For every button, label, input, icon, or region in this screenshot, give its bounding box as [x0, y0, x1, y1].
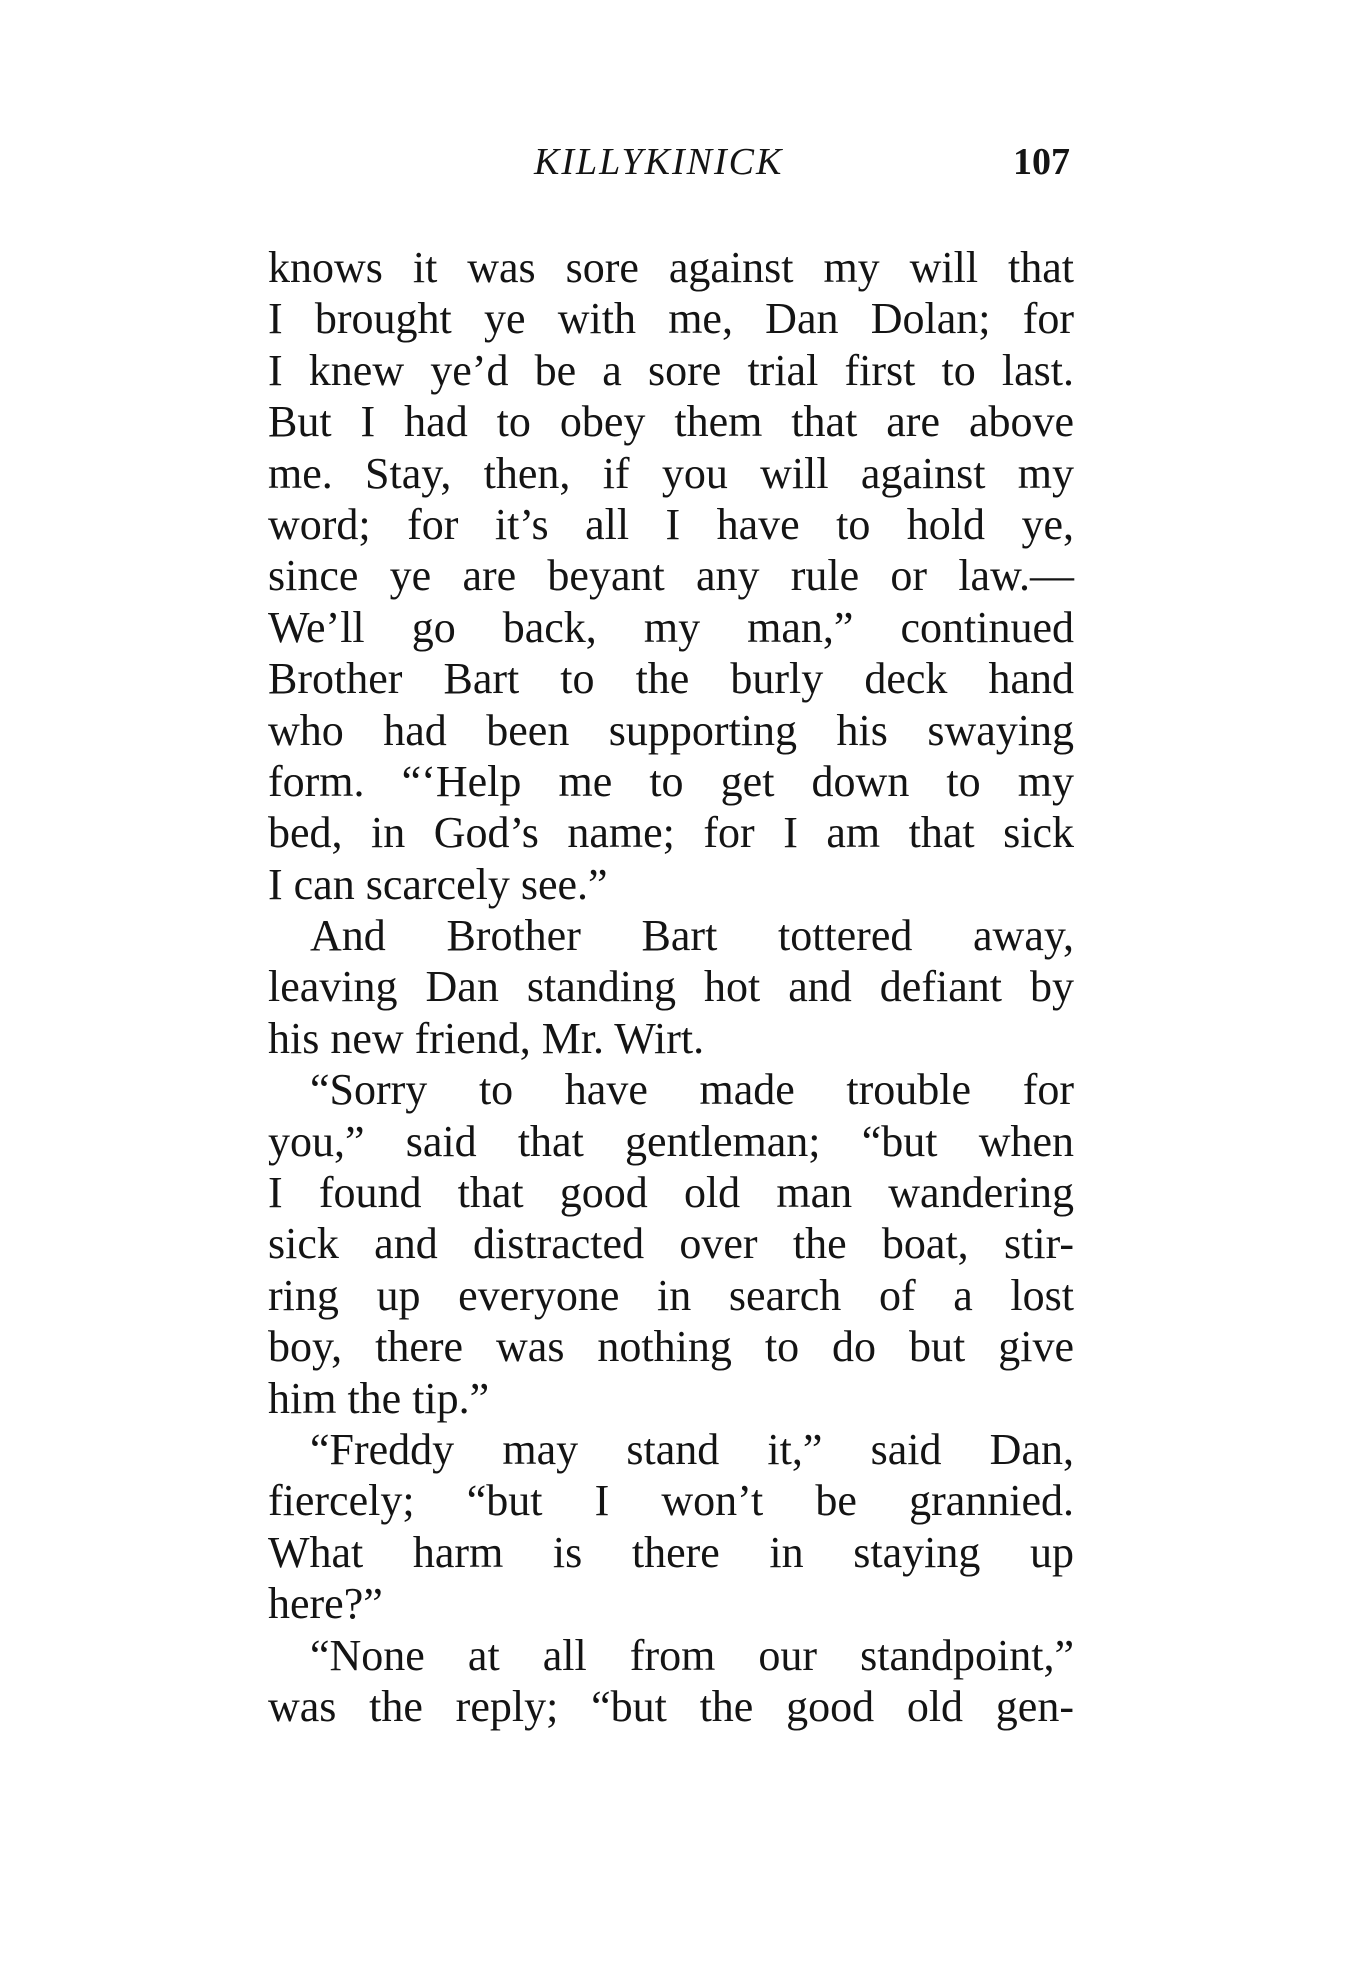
- text-line: I brought ye with me, Dan Dolan; for: [268, 294, 1074, 344]
- text-line: I knew ye’d be a sore trial first to last.: [268, 345, 1074, 395]
- text-line: you,” said that gentleman; “but when: [268, 1116, 1074, 1166]
- text-line: leaving Dan standing hot and defiant by: [268, 962, 1074, 1012]
- text-line: “None at all from our standpoint,”: [310, 1630, 1074, 1680]
- text-line: knows it was sore against my will that: [268, 243, 1074, 292]
- text-line: who had been supporting his swaying: [268, 705, 1074, 755]
- text-line: ring up everyone in search of a lost: [268, 1270, 1074, 1320]
- text-line: here?”: [268, 1579, 383, 1629]
- text-line: And Brother Bart tottered away,: [310, 911, 1074, 961]
- text-line: was the reply; “but the good old gen-: [268, 1681, 1074, 1731]
- text-line: But I had to obey them that are above: [268, 397, 1074, 447]
- text-line: bed, in God’s name; for I am that sick: [268, 808, 1074, 858]
- text-line: Brother Bart to the burly deck hand: [268, 654, 1074, 704]
- text-line: fiercely; “but I won’t be grannied.: [268, 1476, 1074, 1526]
- page-number: 107: [1013, 141, 1070, 183]
- text-line: him the tip.”: [268, 1373, 490, 1423]
- text-line: me. Stay, then, if you will against my: [268, 448, 1074, 498]
- text-line: his new friend, Mr. Wirt.: [268, 1013, 705, 1063]
- text-line: word; for it’s all I have to hold ye,: [268, 499, 1074, 549]
- text-line: I found that good old man wandering: [268, 1168, 1074, 1218]
- text-line: “Freddy may stand it,” said Dan,: [310, 1424, 1074, 1474]
- text-line: I can scarcely see.”: [268, 859, 608, 909]
- running-head-title: KILLYKINICK: [534, 141, 784, 183]
- running-head: [270, 140, 1070, 200]
- text-line: since ye are beyant any rule or law.—: [268, 551, 1074, 601]
- text-line: “Sorry to have made trouble for: [310, 1065, 1074, 1115]
- body-text: [268, 242, 1074, 1732]
- text-line: form. “‘Help me to get down to my: [268, 756, 1074, 806]
- text-line: boy, there was nothing to do but give: [268, 1322, 1074, 1372]
- text-line: We’ll go back, my man,” continued: [268, 602, 1074, 652]
- text-line: What harm is there in staying up: [268, 1527, 1074, 1577]
- text-line: sick and distracted over the boat, stir-: [268, 1219, 1074, 1269]
